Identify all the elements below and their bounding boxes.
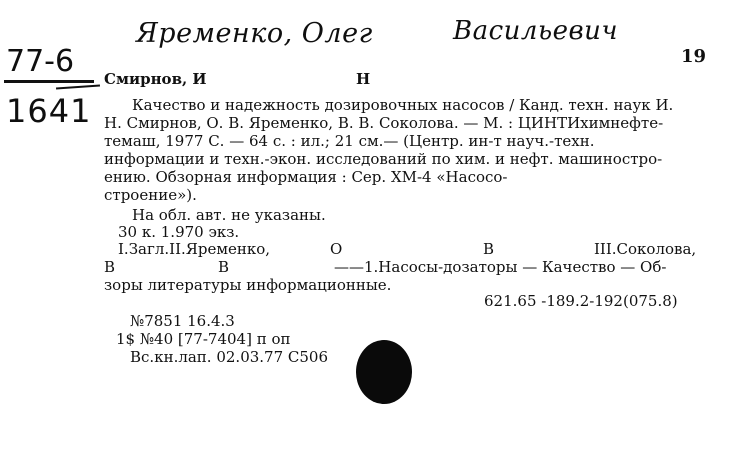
record-line-1: №7851 16.4.3 bbox=[130, 312, 235, 330]
body-line-5: ению. Обзорная информация : Сер. ХМ-4 «Насосо- bbox=[104, 168, 508, 186]
heading-author: Смирнов, И bbox=[104, 70, 207, 88]
index-part-4: III.Соколова, bbox=[594, 240, 697, 258]
body-line-3: темаш, 1977 С. — 64 с. : ил.; 21 см.— (Центр. ин-т науч.-техн. bbox=[104, 132, 595, 150]
body-line-4: информации и техн.-экон. исследований по хим. и нефт. машиностро- bbox=[104, 150, 663, 168]
body-line-2: Н. Смирнов, О. В. Яременко, В. В. Соколова. — М. : ЦИНТИхимнефте- bbox=[104, 114, 664, 132]
handwritten-code: 77-6 bbox=[6, 44, 75, 79]
handwritten-name: Яременко, Олег bbox=[136, 18, 373, 49]
subject-part-2: В bbox=[218, 258, 230, 276]
record-line-2: 1$ №40 [77-7404] п оп bbox=[116, 330, 291, 348]
subject-part-3: ——1.Насосы-дозаторы — Качество — Об- bbox=[334, 258, 667, 276]
heading-initial: Н bbox=[356, 70, 371, 88]
page-number: 19 bbox=[680, 46, 706, 67]
index-part-3: В bbox=[483, 240, 495, 258]
punch-hole bbox=[356, 340, 412, 404]
code-underline bbox=[4, 80, 94, 83]
handwritten-number: 1641 bbox=[6, 92, 92, 130]
subject-part-1: В bbox=[104, 258, 116, 276]
classification: 621.65 -189.2-192(075.8) bbox=[484, 292, 678, 310]
subject-line-2: зоры литературы информационные. bbox=[104, 276, 392, 294]
body-line-1: Качество и надежность дозировочных насосов / Канд. техн. наук И. bbox=[132, 96, 674, 114]
body-line-6: строение»). bbox=[104, 186, 197, 204]
number-stroke bbox=[56, 84, 100, 89]
record-line-3: Вс.кн.лап. 02.03.77 С506 bbox=[130, 348, 329, 366]
index-part-2: О bbox=[330, 240, 343, 258]
note-no-authors: На обл. авт. не указаны. bbox=[132, 206, 326, 224]
index-part-1: I.Загл.II.Яременко, bbox=[118, 240, 271, 258]
handwritten-patronymic: Васильевич bbox=[453, 16, 619, 46]
note-price: 30 к. 1.970 экз. bbox=[118, 223, 240, 241]
